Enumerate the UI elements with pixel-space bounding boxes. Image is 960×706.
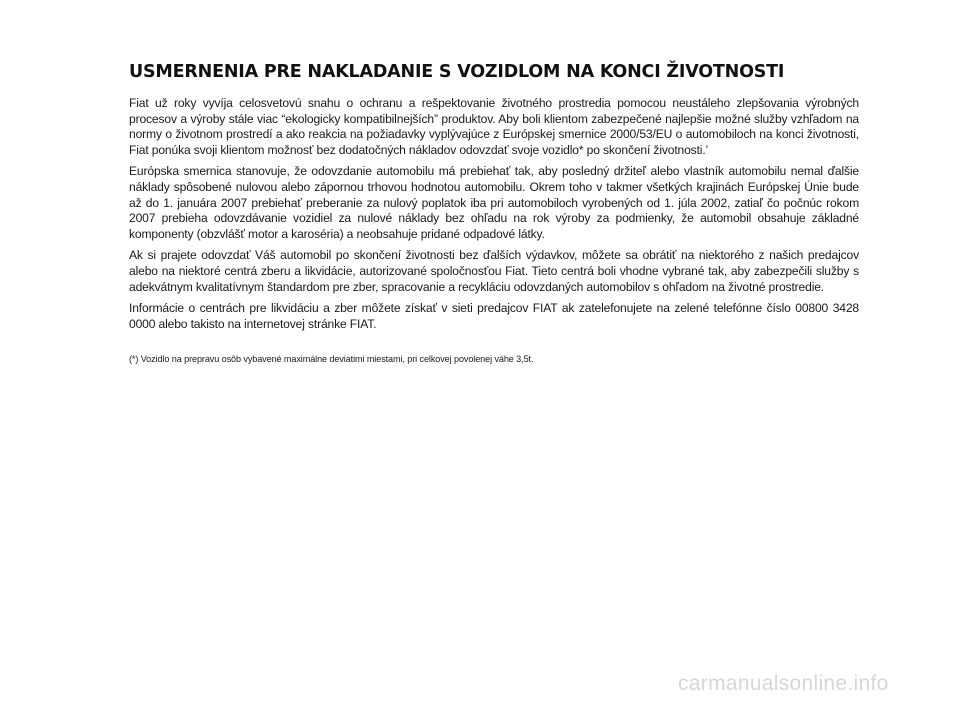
- paragraph-contact-info: Informácie o centrách pre likvidáciu a zber môžete získať v sieti predajcov FIAT ak zatelefonujete na zelené telefónne číslo 00800 3428 0000 alebo takisto na internetovej stránke FIAT.: [129, 301, 859, 331]
- paragraph-directive: Európska smernica stanovuje, že odovzdanie automobilu má prebiehať tak, aby posledný držiteľ alebo vlastník automobilu nemal ďalšie náklady spôsobené nulovou alebo zápornou trhovou hodnotou automobilu. Okrem toho v takmer všetkých krajinách Európskej Únie bude až do 1. januára 2007 prebiehať preberanie za nulový poplatok iba pri automobiloch vyrobených od 1. júla 2002, zatiaľ čo počnúc rokom 2007 prebieha odovzdávanie vozidiel za nulové náklady bez ohľadu na rok výroby za podmienky, že automobil obsahuje základné komponenty (obzvlášť motor a karoséria) a neobsahuje pridané odpadové látky.: [129, 164, 859, 241]
- paragraph-dealers: Ak si prajete odovzdať Váš automobil po skončení životnosti bez ďalších výdavkov, môžete sa obrátiť na niektorého z našich predajcov alebo na niektoré centrá zberu a likvidácie, autorizované spoločnosťou Fiat. Tieto centrá boli vhodne vybrané tak, aby zabezpečili služby s adekvátnym kvalitatívnym štandardom pre zber, spracovanie a recykláciu odovzdaných automobilov s ohľadom na životné prostredie.: [129, 248, 859, 294]
- paragraph-intro: Fiat už roky vyvíja celosvetovú snahu o ochranu a rešpektovanie životného prostredia pomocou neustáleho zlepšovania výrobných procesov a výroby stále viac “ekologicky kompatibilnejších” produktov. Aby boli klientom zabezpečené najlepšie možné služby vzhľadom na normy o životnom prostredí a ako reakcia na požiadavky vyplývajúce z Európskej smernice 2000/53/EU o automobiloch na konci životnosti, Fiat ponúka svoji klientom možnosť bez dodatočných nákladov odovzdať svoje vozidlo* po skončení životnosti.’: [129, 96, 859, 157]
- footnote: (*) Vozidlo na prepravu osôb vybavené maximálne deviatimi miestami, pri celkovej povolenej váhe 3,5t.: [129, 354, 534, 365]
- page-title: USMERNENIA PRE NAKLADANIE S VOZIDLOM NA KONCI ŽIVOTNOSTI: [129, 62, 785, 82]
- document-page: [129, 62, 859, 365]
- watermark: carmanualsonline.info: [678, 672, 889, 695]
